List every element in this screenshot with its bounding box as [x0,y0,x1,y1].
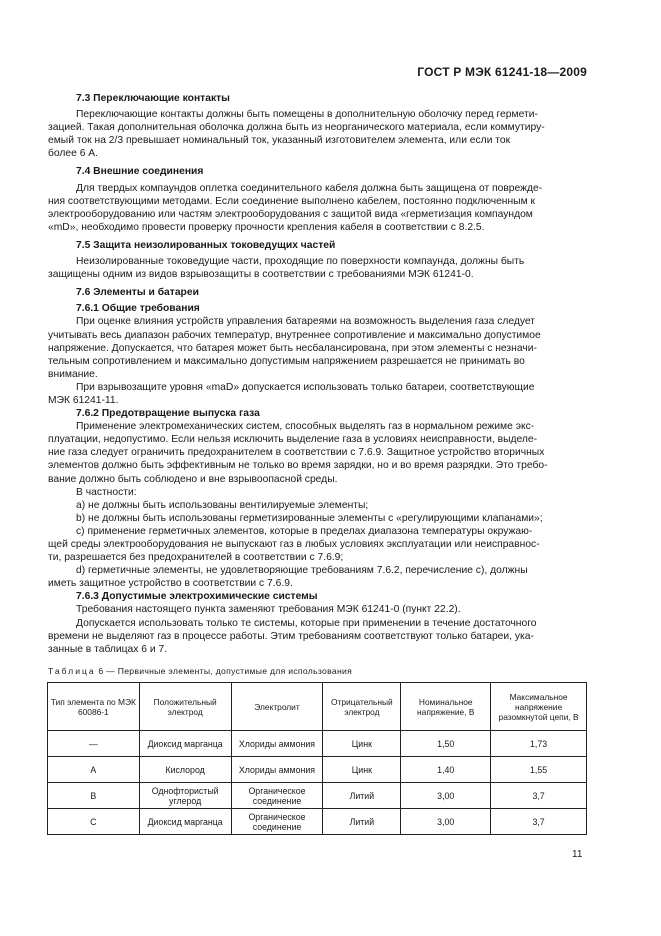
text-line: При взрывозащите уровня «maD» допускается использовать только батареи, соответствующие [76,381,535,393]
page-number: 11 [572,849,583,860]
table-cell: 3,00 [401,783,491,809]
text-line: вание должно быть соблюдено и вне взрывоопасной среды. [48,473,338,485]
table-cell: C [48,809,140,835]
section-7-3 [48,92,582,160]
section-7-5 [48,239,582,281]
table-row [48,809,587,835]
section-heading: 7.3 Переключающие контакты [76,93,230,104]
table-caption-text: 6 — Первичные элементы, допустимые для использования [98,666,353,676]
column-header: Электролит [231,683,323,731]
table-cell: Кислород [139,757,231,783]
text-line: Неизолированные токоведущие части, проходящие по поверхности компаунда, должны быть [76,256,525,268]
text-line: напряжение. Допускается, что батарея может быть несбалансирована, при этом элементы с незначи- [48,342,537,354]
text-line: тельным сопротивлением и максимально допустимым напряжением разрешается не принимать во [48,355,525,367]
table-row [48,731,587,757]
text-line: зацией. Такая дополнительная оболочка должна быть из неорганического материала, если коммутиру- [48,122,545,134]
text-line: Переключающие контакты должны быть помещены в дополнительную оболочку перед гермети- [76,109,538,121]
table-cell: 1,40 [401,757,491,783]
text-line: внимание. [48,368,98,380]
table-cell: Диоксид марганца [139,809,231,835]
text-line: Применение электромеханических систем, способных выделять газ в нормальном режиме экс- [76,421,535,433]
section-7-6-2 [48,407,582,590]
text-line: электрооборудованию или частям электрооборудования с защитой вида «герметизация компаундом [48,208,533,220]
table-cell: Хлориды аммония [231,757,323,783]
text-line: элементов должно быть эффективным не только во время зарядки, но и во время разрядки. Это требо- [48,460,548,472]
text-line: При оценке влияния устройств управления батареями на возможность выделения газа следует [76,316,536,328]
column-header: Отрицательный электрод [323,683,401,731]
text-line: занные в таблицах 6 и 7. [48,643,168,655]
table-row [48,757,587,783]
table-header-row [48,683,587,731]
table-cell: A [48,757,140,783]
section-heading: 7.6.3 Допустимые электрохимические системы [76,591,318,603]
section-heading: 7.6 Элементы и батареи [76,287,199,299]
table-cell: Цинк [323,731,401,757]
text-line: ние газа следует ограничить предохранителем в соответствии с 7.6.9. Защитное устройство вторичных [48,447,545,459]
table-cell: 1,55 [491,757,587,783]
text-line: времени не выделяют газ в процессе работы. Этим требованиям соответствуют только батареи, ука- [48,630,534,642]
table-cell: 1,73 [491,731,587,757]
text-line: МЭК 61241-11. [48,394,119,406]
list-item: иметь защитное устройство в соответствии с 7.6.9. [48,578,293,590]
section-7-4 [48,165,582,233]
table-cell: Хлориды аммония [231,731,323,757]
text-line: ния соответствующими методами. Если соединение выполнено кабелем, постоянно подключенным к [48,195,536,207]
table-cell: Литий [323,783,401,809]
table-cell: Органическое соединение [231,783,323,809]
section-7-6-3 [48,590,582,655]
table-caption [48,666,352,676]
column-header: Максимальное напряжение разомкнутой цепи, В [491,683,587,731]
text-line: плуатации, недопустимо. Если нельзя исключить выделение газа в условиях неисправности, выделе- [48,434,538,446]
section-heading: 7.4 Внешние соединения [76,166,204,178]
table-caption-label: Таблица [48,666,96,676]
table-cell: B [48,783,140,809]
section-heading: 7.6.1 Общие требования [76,303,200,315]
table-cell: Органическое соединение [231,809,323,835]
section-heading: 7.6.2 Предотвращение выпуска газа [76,408,260,420]
text-line: емый ток на 2/3 превышает номинальный ток, указанный изготовителем элемента, или если ток [48,135,511,147]
text-line: В частности: [76,486,137,498]
table-cell: Цинк [323,757,401,783]
paragraph [48,108,582,160]
primary-cells-table [47,682,587,835]
list-item: b) не должны быть использованы герметизированные элементы с «регулирующими клапанами»; [76,512,543,524]
text-line: Допускается использовать только те системы, которые при применении в течение достаточного [76,617,537,629]
table-cell: 3,7 [491,783,587,809]
column-header: Положительный электрод [139,683,231,731]
list-item: d) герметичные элементы, не удовлетворяющие требованиям 7.6.2, перечисление c), должны [76,565,528,577]
document-header: ГОСТ Р МЭК 61241-18—2009 [417,65,587,79]
text-line: учитывать весь диапазон рабочих температур, внутреннее сопротивление и максимально допустимое [48,329,541,341]
table-cell: Литий [323,809,401,835]
text-line: более 6 А. [48,148,99,160]
document-body [48,92,582,656]
table-cell: Однофтористый углерод [139,783,231,809]
table-cell: 3,7 [491,809,587,835]
column-header: Номинальное напряжение, В [401,683,491,731]
table-cell: 1,50 [401,731,491,757]
table-cell: Диоксид марганца [139,731,231,757]
list-item: щей среды электрооборудования не выпускают газ в любых условиях эксплуатации или неисправнос- [48,539,540,550]
section-7-6-1 [48,302,582,407]
text-line: «mD», необходимо провести проверку прочности крепления кабеля в соответствии с 8.2.5. [48,221,485,233]
list-item: a) не должны быть использованы вентилируемые элементы; [76,499,369,511]
text-line: Для твердых компаундов оплетка соединительного кабеля должна быть защищена от поврежде- [76,182,543,194]
table-row [48,783,587,809]
list-item: c) применение герметичных элементов, которые в пределах диапазона температуры окружаю- [76,525,533,537]
text-line: защищены одним из видов взрывозащиты в соответствии с требованиями МЭК 61241-0. [48,269,474,281]
section-heading: 7.5 Защита неизолированных токоведущих частей [76,239,336,251]
table-cell: — [48,731,140,757]
table-cell: 3,00 [401,809,491,835]
text-line: Требования настоящего пункта заменяют требования МЭК 61241-0 (пункт 22.2). [76,604,461,616]
list-item: ти, разрешается без предохранителей в соответствии с 7.6.9; [48,552,344,564]
column-header: Тип элемента по МЭК 60086-1 [48,683,140,731]
